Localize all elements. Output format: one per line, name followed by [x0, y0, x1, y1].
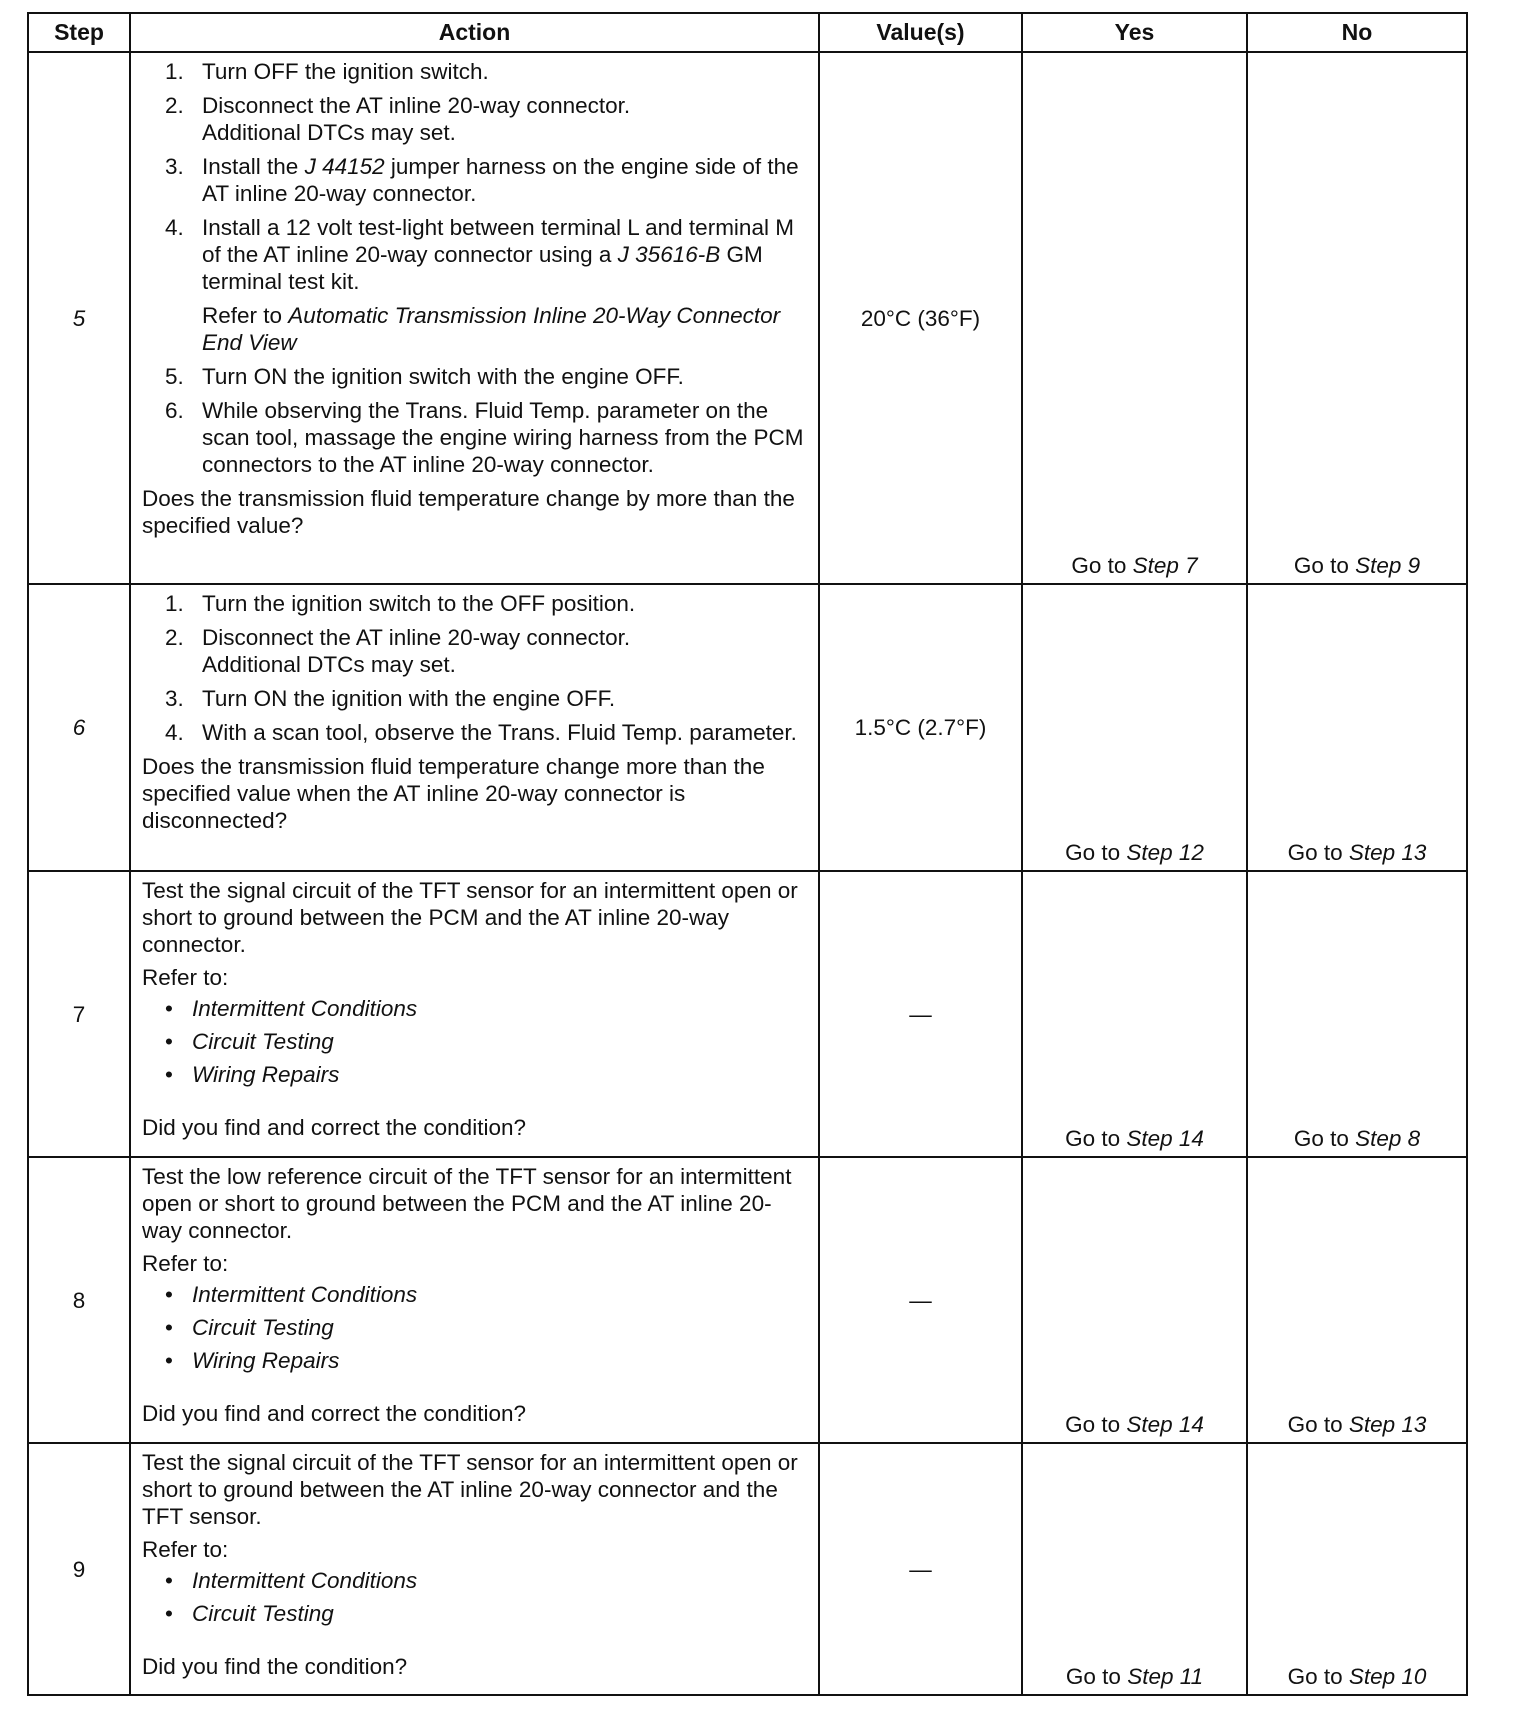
action-cell: [130, 871, 819, 1157]
list-item: • Intermittent Conditions: [142, 995, 808, 1022]
list-item: 5. Turn ON the ignition switch with the engine OFF.: [165, 364, 684, 389]
doc-ref: Automatic Transmission Inline 20-Way Connector End View: [202, 303, 781, 355]
no-cell: Go to Step 13: [1247, 584, 1467, 871]
diagnostic-table: [27, 12, 1468, 1696]
reference-list: [142, 1567, 808, 1627]
table-row: [28, 584, 1467, 871]
table-row: [28, 1157, 1467, 1443]
action-intro: Test the low reference circuit of the TFT sensor for an intermittent open or short to ground between the PCM and the AT inline 20-way connector.: [142, 1164, 792, 1243]
action-intro: Test the signal circuit of the TFT sensor for an intermittent open or short to ground between the AT inline 20-way connector and the TFT sensor.: [142, 1450, 798, 1529]
value-cell: 1.5°C (2.7°F): [819, 584, 1022, 871]
header-values: Value(s): [819, 13, 1022, 52]
value-cell: —: [819, 871, 1022, 1157]
list-item: 2. Disconnect the AT inline 20-way connector. Additional DTCs may set.: [165, 93, 631, 145]
list-item: • Circuit Testing: [142, 1028, 808, 1055]
step-number: 9: [28, 1443, 130, 1695]
list-item: • Circuit Testing: [142, 1600, 808, 1627]
list-item: 1. Turn OFF the ignition switch.: [165, 59, 489, 84]
question: Did you find and correct the condition?: [142, 1115, 526, 1140]
step-number: 5: [28, 52, 130, 584]
list-item: 4. With a scan tool, observe the Trans. Fluid Temp. parameter.: [165, 720, 797, 745]
action-cell: [130, 1443, 819, 1695]
value-cell: —: [819, 1157, 1022, 1443]
step-number: 8: [28, 1157, 130, 1443]
question: Does the transmission fluid temperature change more than the specified value when the AT inline 20-way connector is disconnected?: [142, 754, 765, 833]
action-steps: [142, 363, 808, 478]
table-row: [28, 871, 1467, 1157]
list-item: • Circuit Testing: [142, 1314, 808, 1341]
refer-label: Refer to:: [142, 1537, 229, 1562]
refer-label: Refer to:: [142, 1251, 229, 1276]
list-item: 3. Install the J 44152 jumper harness on the engine side of the AT inline 20-way connector.: [165, 154, 799, 206]
header-no: No: [1247, 13, 1467, 52]
list-item: 2. Disconnect the AT inline 20-way connector. Additional DTCs may set.: [165, 625, 631, 677]
value-cell: 20°C (36°F): [819, 52, 1022, 584]
no-cell: Go to Step 13: [1247, 1157, 1467, 1443]
action-cell: [130, 52, 819, 584]
header-yes: Yes: [1022, 13, 1247, 52]
action-cell: [130, 1157, 819, 1443]
action-intro: Test the signal circuit of the TFT sensor for an intermittent open or short to ground between the PCM and the AT inline 20-way connector.: [142, 878, 798, 957]
value-cell: —: [819, 1443, 1022, 1695]
list-item: • Wiring Repairs: [142, 1061, 808, 1088]
tool-ref: J 35616-B: [617, 242, 721, 267]
yes-cell: Go to Step 14: [1022, 1157, 1247, 1443]
header-step: Step: [28, 13, 130, 52]
list-item: 3. Turn ON the ignition with the engine OFF.: [165, 686, 616, 711]
action-steps: [142, 58, 808, 295]
table-row: [28, 52, 1467, 584]
question: Did you find and correct the condition?: [142, 1401, 526, 1426]
list-item: • Intermittent Conditions: [142, 1281, 808, 1308]
list-item: • Intermittent Conditions: [142, 1567, 808, 1594]
step-number: 7: [28, 871, 130, 1157]
no-cell: Go to Step 8: [1247, 871, 1467, 1157]
list-item: 6. While observing the Trans. Fluid Temp. parameter on the scan tool, massage the engine wiring harness from the PCM connectors to the AT inline 20-way connector.: [165, 398, 804, 477]
no-cell: Go to Step 10: [1247, 1443, 1467, 1695]
question: Did you find the condition?: [142, 1654, 408, 1679]
step-number: 6: [28, 584, 130, 871]
action-steps: [142, 590, 808, 746]
header-row: [28, 13, 1467, 52]
yes-cell: Go to Step 12: [1022, 584, 1247, 871]
list-item: • Wiring Repairs: [142, 1347, 808, 1374]
tool-ref: J 44152: [304, 154, 385, 179]
header-action: Action: [130, 13, 819, 52]
refer-label: Refer to:: [142, 965, 229, 990]
yes-cell: Go to Step 7: [1022, 52, 1247, 584]
reference-list: [142, 1281, 808, 1374]
question: Does the transmission fluid temperature change by more than the specified value?: [142, 486, 795, 538]
no-cell: Go to Step 9: [1247, 52, 1467, 584]
refer-note: Refer to Automatic Transmission Inline 20-Way Connector End View: [202, 303, 781, 355]
yes-cell: Go to Step 14: [1022, 871, 1247, 1157]
action-cell: [130, 584, 819, 871]
table-row: [28, 1443, 1467, 1695]
yes-cell: Go to Step 11: [1022, 1443, 1247, 1695]
list-item: 4. Install a 12 volt test-light between terminal L and terminal M of the AT inline 20-way connector using a J 35616-B GM terminal test kit.: [165, 215, 794, 294]
list-item: 1. Turn the ignition switch to the OFF position.: [165, 591, 636, 616]
reference-list: [142, 995, 808, 1088]
